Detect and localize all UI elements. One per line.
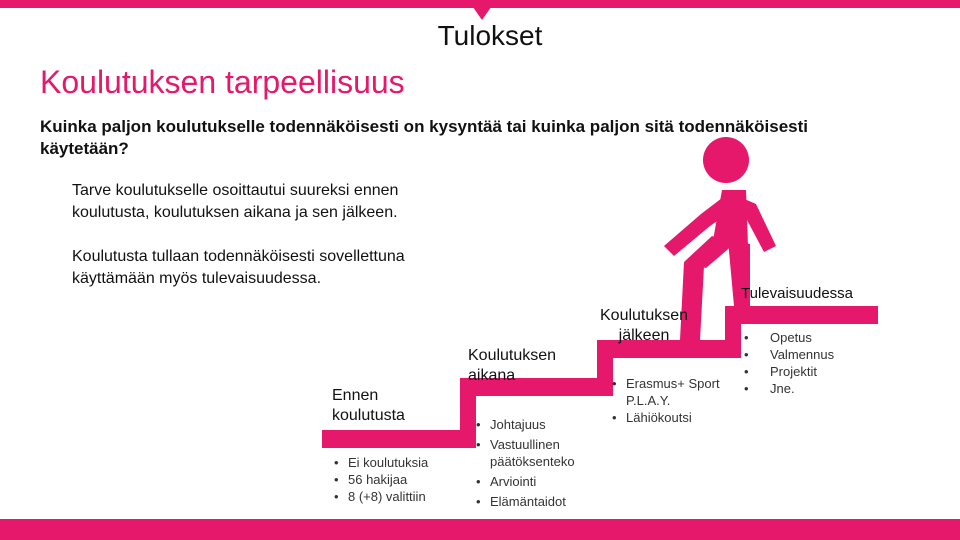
stage-after-label: Koulutuksen jälkeen (600, 307, 689, 344)
stage-after-bullets (612, 375, 738, 426)
section-title: Tulokset (437, 20, 543, 51)
list-item: • Projektit (744, 363, 864, 380)
stage-before-bullets (334, 454, 464, 505)
bottom-accent-bar (0, 519, 960, 540)
stage-during-label: Koulutuksen aikana (468, 347, 557, 384)
paragraph-need: Tarve koulutukselle osoittautui suureksi ennen koulutusta, koulutuksen aikana ja sen jälkeen. (72, 182, 399, 221)
page-title: Koulutuksen tarpeellisuus (40, 64, 405, 100)
stage-future-label: Tulevaisuudessa (741, 285, 854, 302)
paragraph-future: Koulutusta tullaan todennäköisesti sovellettuna käyttämään myös tulevaisuudessa. (72, 248, 405, 287)
list-item: • Valmennus (744, 346, 864, 363)
list-item: • 8 (+8) valittiin (334, 488, 464, 505)
list-item: • Arviointi (476, 473, 596, 490)
list-item: • Vastuullinen päätöksenteko (476, 436, 596, 470)
list-item: • Lähiökoutsi (612, 409, 738, 426)
stage-future-bullets (744, 329, 864, 397)
stage-before-label: Ennen koulutusta (332, 387, 405, 424)
list-item: • 56 hakijaa (334, 471, 464, 488)
list-item: • Erasmus+ Sport P.L.A.Y. (612, 375, 738, 409)
list-item: • Ei koulutuksia (334, 454, 464, 471)
list-item: • Opetus (744, 329, 864, 346)
list-item: • Johtajuus (476, 416, 596, 433)
list-item: • Elämäntaidot (476, 493, 596, 510)
stage-during-bullets (476, 416, 596, 510)
question-text: Kuinka paljon koulutukselle todennäköisesti on kysyntää tai kuinka paljon sitä todennäköisesti käytetään? (40, 117, 809, 158)
list-item: • Jne. (744, 380, 864, 397)
